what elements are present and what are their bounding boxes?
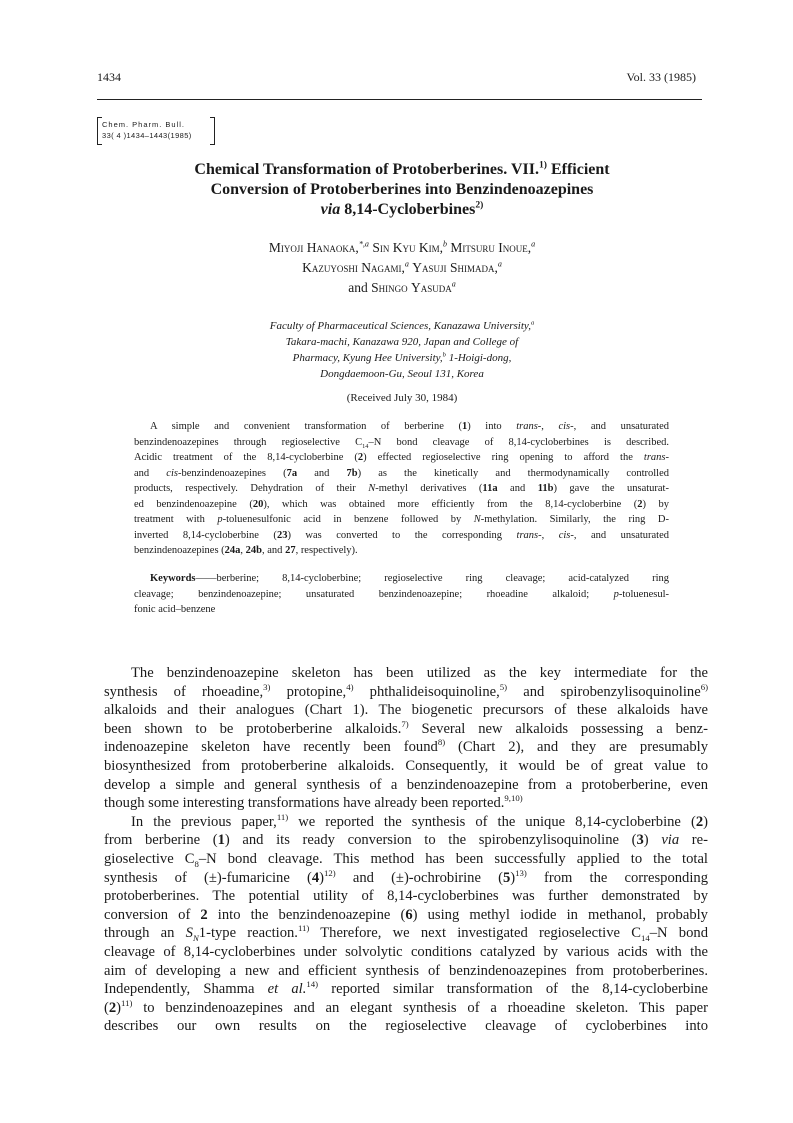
- body-text: The benzindenoazepine skeleton has been utilized as the key intermediate for the synthesis of rhoeadine,$^{3)}$ protopine,$^{4)}$ phthalideisoquinoline,$^{5)}$ and spirobenzylisoquinoline$^{6)}$ alkaloids and their analogues (Chart 1). The biogenetic precursors of these alkaloids have been shown to be protoberberine alkaloids.$^{7)}$ Several new alkaloids possessing a benz- indenoazepine skeleton have recently been found$^{8)}$ (Chart 2), and they are presumably biosynthesized from protoberberine alkaloids. Consequently, it would be of great value to develop a simple and general synthesis of a benzindenoazepine from a protoberberine, even though some interesting transformations have already been reported.$^{9,10)}$ In the previous paper,$^{11)}$ we reported the synthesis of the unique 8,14-cycloberbine (2) from berberine (1) and its ready conversion to the spirobenzylisoquinoline (3) via re- gioselective $C_8-N$ bond cleavage. This method has been successfully applied to the total synthesis of (±)-fumaricine $(4)^{12)}$ and (±)-ochrobirine $(5)^{13)}$ from the corresponding protoberberines. The potential utility of 8,14-cycloberbines was further demonstrated by conversion of 2 into the benzindenoazepine (6) using methyl iodide in methanol, probably through an $S_N1$-type reaction.$^{11)}$ Therefore, we next investigated regioselective $C_{14}-N$ bond cleavage of 8,14-cycloberbines under solvolytic conditions catalyzed by various acids with the aim of developing a new and efficient synthesis of benzindenoazepines from protoberberines. Independently, Shamma et al.$^{14)}$ reported similar transformation of the 8,14-cycloberbine $(2)^{11)}$ to benzindenoazepines and an elegant synthesis of a rhoeadine skeleton. This paper describes our own results on the regioselective cleavage of cycloberbines into: [104, 665, 709, 1035]
- keywords: Keywords——berberine; 8,14-cycloberbine; regioselective ring cleavage; acid-catalyzed ring cleavage; benzindenoazepine; unsaturated benzindenoazepine; rhoeadine alkaloid; p-toluenesul- fonic acid–benzene: [134, 573, 669, 615]
- keywords-label: Keywords: [150, 573, 196, 584]
- author-list: Miyoji Hanaoka,$^{*,a}$ Sin Kyu Kim,$^b$ Mitsuru Inoue,$^a$ Kazuyoshi Nagami,$^a$ Yasuji Shimada,$^a$ and Shingo Yasuda$^a$: [268, 239, 536, 295]
- article-title: Chemical Transformation of Protoberberines. VII.$^{1)}$ Efficient Conversion of Protoberberines into Benzindenoazepines via 8,14-Cycloberbines$^{2)}$: [194, 159, 610, 218]
- header-rule: [97, 99, 702, 100]
- bracket-right: [210, 117, 215, 145]
- citation-box: [97, 115, 215, 145]
- citation-ref: 33( 4 )1434–1443(1985): [102, 131, 192, 140]
- received-date: (Received July 30, 1984): [346, 392, 458, 404]
- page-number: 1434: [97, 70, 121, 84]
- citation-journal: Chem. Pharm. Bull.: [102, 120, 186, 129]
- affiliation: Faculty of Pharmaceutical Sciences, Kanazawa University,$^a$ Takara-machi, Kanazawa 920, Japan and College of Pharmacy, Kyung Hee University,$^b$ 1-Hoigi-dong, Dongdaemoon-Gu, Seoul 131, Korea: [269, 319, 535, 380]
- abstract: A simple and convenient transformation of berberine (1) into trans-, cis-, and unsaturated benzindenoazepines through regioselective $C_{14}-N$ bond cleavage of 8,14-cycloberbines is described. Acidic treatment of the 8,14-cycloberbine (2) effected regioselective ring opening to afford the trans- and cis-benzindenoazepines (7a and 7b) as the kinetically and thermodynamically controlled products, respectively. Dehydration of their N-methyl derivatives (11a and 11b) gave the unsaturat- ed benzindenoazepine (20), which was obtained more efficiently from the 8,14-cycloberbine (2) by treatment with p-toluenesulfonic acid in benzene followed by N-methylation. Similarly, the ring D- inverted 8,14-cycloberbine (23) was converted to the corresponding trans-, cis-, and unsaturated benzindenoazepines (24a, 24b, and 27, respectively).: [134, 421, 670, 556]
- volume-label: Vol. 33 (1985): [626, 70, 696, 84]
